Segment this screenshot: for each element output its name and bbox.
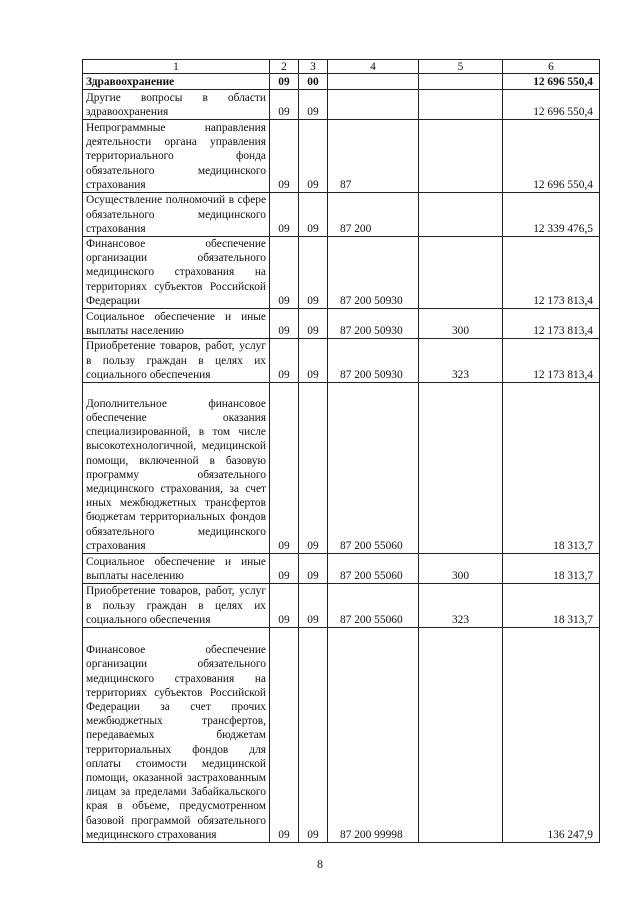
row-expense-type [419,628,503,843]
row-section: 09 [270,339,299,383]
row-expense-type: 323 [419,339,503,383]
row-target-article [328,74,419,90]
row-name: Здравоохранение [83,74,270,90]
row-subsection: 09 [299,309,328,339]
header-col-6: 6 [503,60,600,74]
row-subsection: 09 [299,120,328,193]
row-subsection: 09 [299,554,328,584]
table-row [83,339,600,383]
row-expense-type [419,74,503,90]
table-row [83,237,600,309]
table-header-row [83,60,600,74]
row-section: 09 [270,90,299,120]
header-col-5: 5 [419,60,503,74]
row-amount: 12 696 550,4 [503,90,600,120]
row-subsection: 09 [299,383,328,554]
row-section: 09 [270,554,299,584]
table-row [83,383,600,554]
row-expense-type [419,120,503,193]
row-amount: 12 339 476,5 [503,193,600,237]
page-number: 8 [317,857,323,871]
row-expense-type: 300 [419,309,503,339]
row-section: 09 [270,584,299,628]
table-row [83,309,600,339]
table-row [83,554,600,584]
row-amount: 18 313,7 [503,383,600,554]
row-expense-type [419,90,503,120]
row-target-article: 87 200 50930 [328,309,419,339]
row-section: 09 [270,237,299,309]
row-expense-type [419,237,503,309]
row-target-article: 87 200 50930 [328,339,419,383]
row-subsection: 09 [299,90,328,120]
row-name: Финансовое обеспечение организации обязательного медицинского страхования на территориях субъектов Российской Федерации [83,237,270,309]
row-expense-type: 323 [419,584,503,628]
row-target-article: 87 200 [328,193,419,237]
header-col-4: 4 [328,60,419,74]
row-name: Другие вопросы в области здравоохранения [83,90,270,120]
row-subsection: 09 [299,237,328,309]
row-name: Социальное обеспечение и иные выплаты населению [83,554,270,584]
row-section: 09 [270,74,299,90]
row-name: Приобретение товаров, работ, услуг в пользу граждан в целях их социального обеспечения [83,584,270,628]
table-row [83,628,600,843]
row-target-article: 87 200 99998 [328,628,419,843]
row-section: 09 [270,309,299,339]
row-subsection: 09 [299,193,328,237]
row-target-article: 87 200 55060 [328,584,419,628]
row-expense-type [419,193,503,237]
row-section: 09 [270,383,299,554]
row-amount: 12 173 813,4 [503,339,600,383]
table-row [83,74,600,90]
row-subsection: 09 [299,339,328,383]
table-row [83,584,600,628]
row-name: Непрограммные направления деятельности органа управления территориального фонда обязательного медицинского страхования [83,120,270,193]
row-amount: 12 173 813,4 [503,309,600,339]
table-row [83,90,600,120]
row-subsection: 09 [299,628,328,843]
budget-table [82,59,600,843]
row-expense-type [419,383,503,554]
row-name: Социальное обеспечение и иные выплаты населению [83,309,270,339]
row-name: Финансовое обеспечение организации обязательного медицинского страхования на территориях субъектов Российской Федерации за счет прочих межбюджетных трансфертов, передаваемых бюджетам территориальных фондов для оплаты стоимости медицинской помощи, оказанной застрахованным лицам за пределами Забайкальского края в объеме, предусмотренном базовой программой обязательного медицинского страхования [83,628,270,843]
row-amount: 12 696 550,4 [503,74,600,90]
row-section: 09 [270,120,299,193]
row-amount: 18 313,7 [503,554,600,584]
row-subsection: 00 [299,74,328,90]
row-target-article: 87 200 50930 [328,237,419,309]
row-target-article: 87 200 55060 [328,554,419,584]
header-col-2: 2 [270,60,299,74]
row-section: 09 [270,193,299,237]
row-subsection: 09 [299,584,328,628]
row-target-article [328,90,419,120]
row-section: 09 [270,628,299,843]
row-amount: 136 247,9 [503,628,600,843]
row-amount: 18 313,7 [503,584,600,628]
row-name: Приобретение товаров, работ, услуг в пользу граждан в целях их социального обеспечения [83,339,270,383]
table-row [83,120,600,193]
row-target-article: 87 [328,120,419,193]
row-amount: 12 696 550,4 [503,120,600,193]
row-name: Осуществление полномочий в сфере обязательного медицинского страхования [83,193,270,237]
row-name: Дополнительное финансовое обеспечение оказания специализированной, в том числе высокотехнологичной, медицинской помощи, включенной в базовую программу обязательного медицинского страхования, за счет иных межбюджетных трансфертов бюджетам территориальных фондов обязательного медицинского страхования [83,383,270,554]
row-target-article: 87 200 55060 [328,383,419,554]
header-col-3: 3 [299,60,328,74]
table-row [83,193,600,237]
row-expense-type: 300 [419,554,503,584]
header-col-1: 1 [83,60,270,74]
row-amount: 12 173 813,4 [503,237,600,309]
